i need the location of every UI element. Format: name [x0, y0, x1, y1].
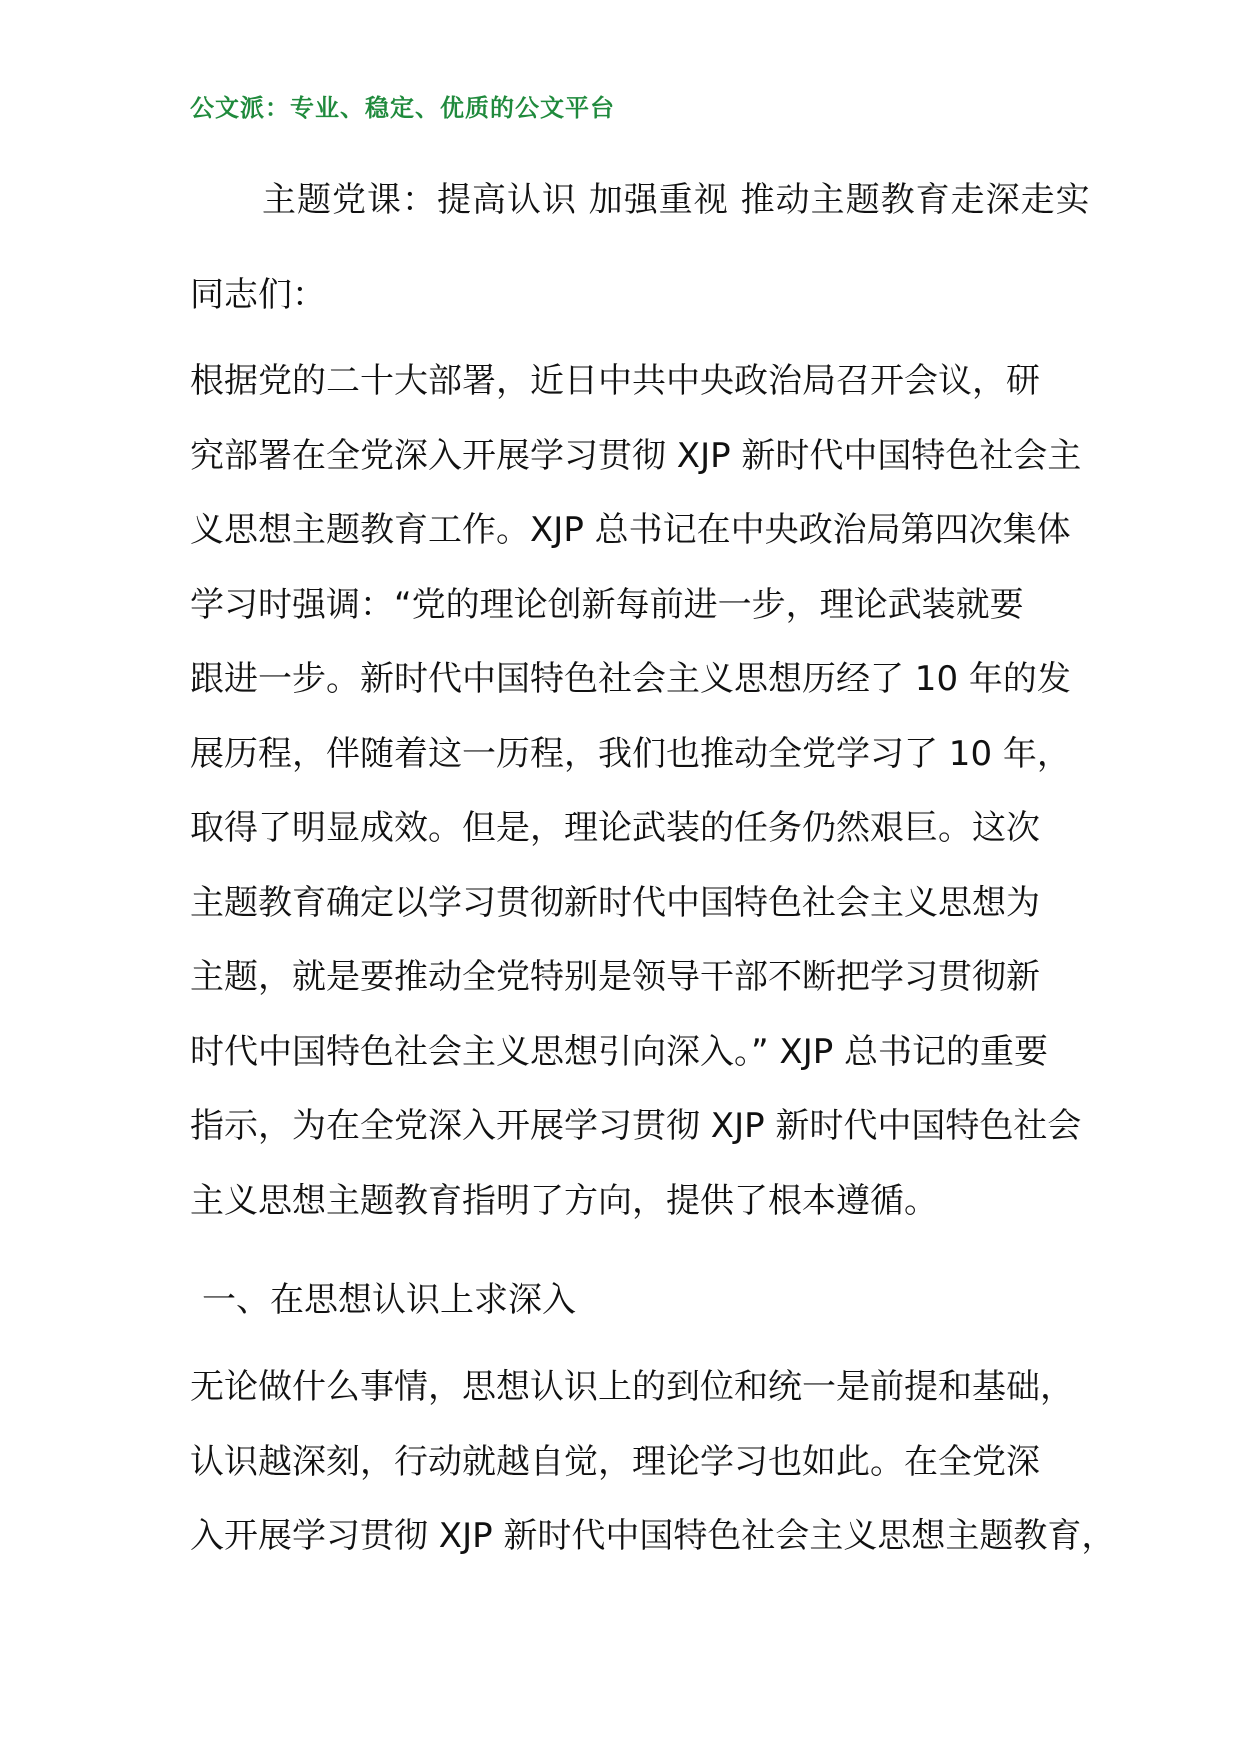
salutation: 同志们： — [190, 275, 326, 315]
paragraph-line: 跟进一步。新时代中国特色社会主义思想历经了 10 年的发 — [190, 659, 1071, 699]
paragraph-2 — [190, 1350, 1116, 1574]
paragraph-line: 主题教育确定以学习贯彻新时代中国特色社会主义思想为 — [190, 882, 1040, 923]
paragraph-line: 时代中国特色社会主义思想引向深入。” XJP 总书记的重要 — [190, 1031, 1049, 1072]
paragraph-line: 展历程，伴随着这一历程，我们也推动全党学习了 10 年， — [190, 733, 1071, 774]
paragraph-line: 认识越深刻，行动就越自觉，理论学习也如此。在全党深 — [190, 1441, 1040, 1482]
paragraph-line: 取得了明显成效。但是，理论武装的任务仍然艰巨。这次 — [190, 808, 1040, 848]
paragraph-line: 指示，为在全党深入开展学习贯彻 XJP 新时代中国特色社会 — [190, 1106, 1082, 1146]
paragraph-line: 无论做什么事情，思想认识上的到位和统一是前提和基础， — [190, 1367, 1074, 1407]
section-heading-1: 一、在思想认识上求深入 — [202, 1280, 576, 1320]
document-title: 主题党课：提高认识 加强重视 推动主题教育走深走实 — [262, 180, 1091, 220]
paragraph-line: 义思想主题教育工作。XJP 总书记在中央政治局第四次集体 — [190, 510, 1071, 550]
header-banner: 公文派：专业、稳定、优质的公文平台 — [190, 94, 615, 122]
paragraph-line: 究部署在全党深入开展学习贯彻 XJP 新时代中国特色社会主 — [190, 435, 1082, 476]
paragraph-1 — [190, 344, 1090, 1238]
paragraph-line: 主义思想主题教育指明了方向，提供了根本遵循。 — [190, 1180, 938, 1221]
paragraph-line: 主题，就是要推动全党特别是领导干部不断把学习贯彻新 — [190, 957, 1040, 997]
paragraph-line: 学习时强调：“党的理论创新每前进一步，理论武装就要 — [190, 584, 1024, 625]
paragraph-line: 入开展学习贯彻 XJP 新时代中国特色社会主义思想主题教育， — [190, 1516, 1116, 1556]
paragraph-line: 根据党的二十大部署，近日中共中央政治局召开会议，研 — [190, 361, 1040, 401]
